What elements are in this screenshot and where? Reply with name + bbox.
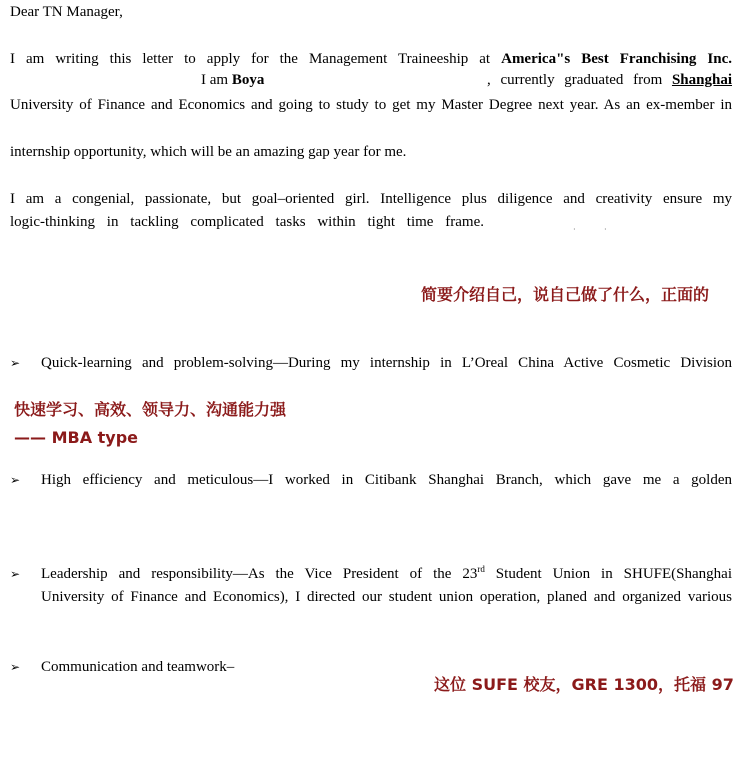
faint-mark: · (573, 225, 576, 234)
paragraph-1-line-3: University of Finance and Economics and going to study to get my Master Degree next year. As an ex-member in (10, 97, 732, 113)
paragraph-1-line-2-right: , currently graduated from Shanghai (487, 72, 733, 88)
salutation: Dear TN Manager, (10, 4, 123, 20)
intro-annotation: 简要介绍自己，说自己做了什么，正面的 (421, 285, 710, 304)
company-name: America"s Best Franchising Inc. (501, 51, 733, 67)
alumni-annotation: 这位 SUFE 校友，GRE 1300，托福 97 (434, 675, 734, 694)
paragraph-1-line-1: I am writing this letter to apply for the Management Traineeship at America"s Best Franchising Inc. (10, 51, 733, 67)
school-name: Shanghai (671, 72, 733, 88)
bullet-arrow-icon: ➢ (10, 356, 21, 370)
bullet-communication: Communication and teamwork– (41, 659, 235, 675)
bullet-arrow-icon: ➢ (10, 567, 21, 581)
bullet-high-efficiency: High efficiency and meticulous—I worked in Citibank Shanghai Branch, which gave me a golden (41, 472, 732, 488)
applicant-name: Boya (231, 72, 265, 88)
bullet-quick-learning: Quick-learning and problem-solving—During my internship in L’Oreal China Active Cosmetic Division (41, 355, 732, 371)
paragraph-1-line-4: internship opportunity, which will be an amazing gap year for me. (10, 144, 407, 160)
paragraph-1-line-2-left: I am Boya (201, 72, 265, 88)
faint-mark: · (604, 225, 607, 234)
bullet-leadership-line-1: Leadership and responsibility—As the Vice President of the 23rd Student Union in SHUFE(Shanghai (41, 564, 732, 582)
bullet-arrow-icon: ➢ (10, 660, 21, 674)
skills-annotation: 快速学习、高效、领导力、沟通能力强 (14, 400, 287, 419)
mba-annotation: —— MBA type (14, 428, 139, 447)
paragraph-2-line-2: logic-thinking in tackling complicated tasks within tight time frame. (10, 214, 484, 230)
bullet-arrow-icon: ➢ (10, 473, 21, 487)
bullet-leadership-line-2: University of Finance and Economics), I directed our student union operation, planed and organized various (41, 589, 732, 605)
paragraph-2-line-1: I am a congenial, passionate, but goal–oriented girl. Intelligence plus diligence and creativity ensure my (10, 191, 732, 207)
